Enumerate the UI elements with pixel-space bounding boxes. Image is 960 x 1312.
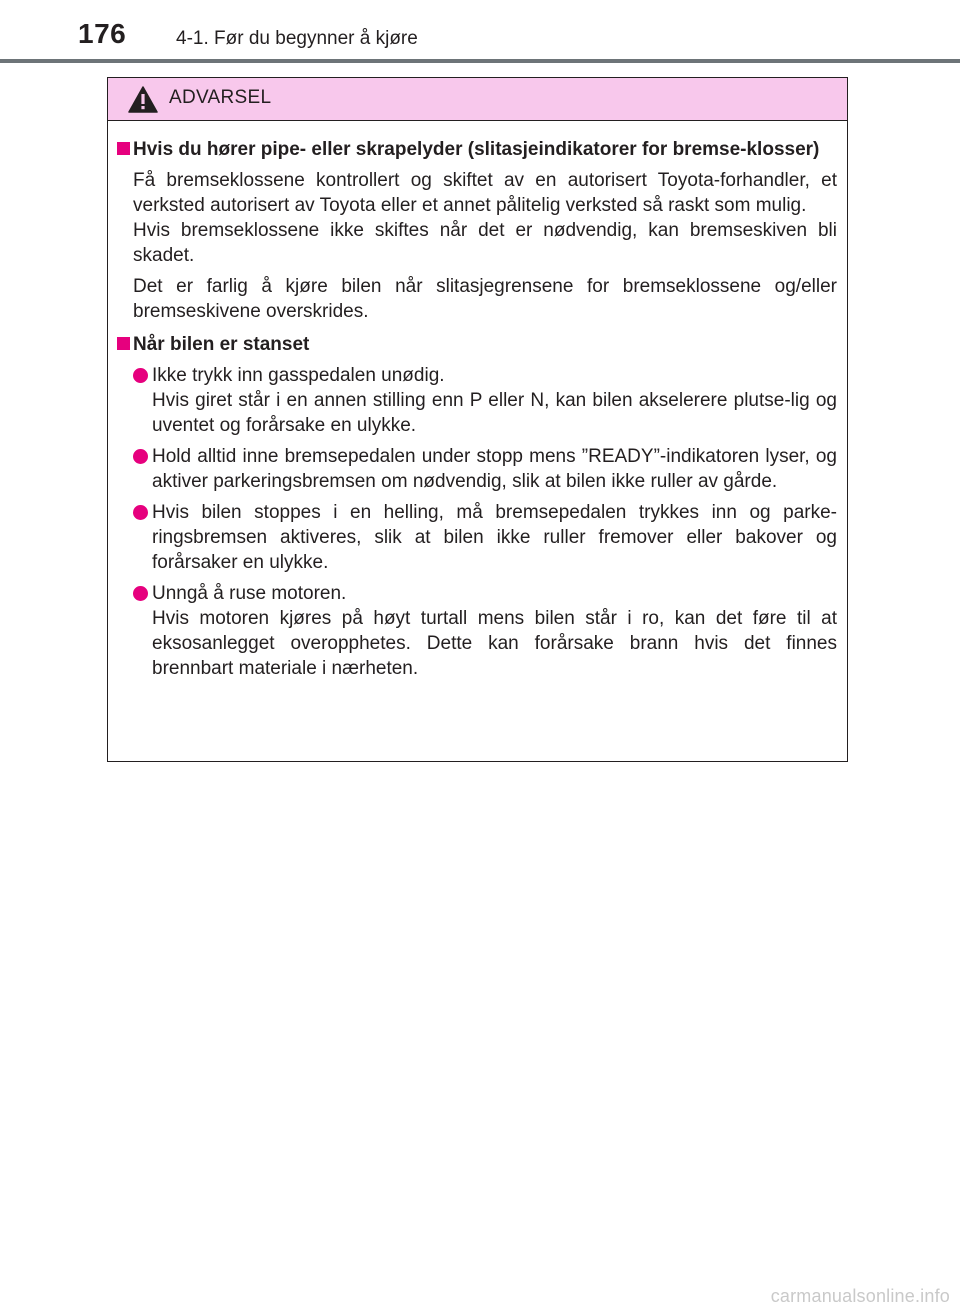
warning-header bbox=[108, 78, 847, 121]
list-item bbox=[133, 363, 837, 438]
round-bullet-icon bbox=[133, 449, 148, 464]
round-bullet-icon bbox=[133, 505, 148, 520]
list-item-text: Hvis motoren kjøres på høyt turtall mens bilen står i ro, kan det føre til at eksosanlegget overopphetes. Dette kan forårsake brann hvis det finnes brennbart materiale i nærheten. bbox=[152, 608, 837, 679]
square-bullet-icon bbox=[117, 337, 130, 350]
list-item-lead: Ikke trykk inn gasspedalen unødig. bbox=[152, 365, 445, 386]
header-divider bbox=[0, 59, 960, 63]
round-bullet-icon bbox=[133, 368, 148, 383]
paragraph: Det er farlig å kjøre bilen når slitasjegrensene for bremseklossene og/eller bremseskivene overskrides. bbox=[133, 276, 837, 322]
section-heading-text: Når bilen er stanset bbox=[133, 334, 310, 355]
paragraph: Få bremseklossene kontrollert og skiftet av en autorisert Toyota-forhandler, et verksted autorisert av Toyota eller et annet pålitelig verksted så raskt som mulig. bbox=[133, 170, 837, 216]
round-bullet-icon bbox=[133, 586, 148, 601]
watermark: carmanualsonline.info bbox=[770, 1286, 950, 1306]
warning-body bbox=[108, 121, 847, 681]
paragraph: Hvis bremseklossene ikke skiftes når det er nødvendig, kan bremseskiven bli skadet. bbox=[133, 220, 837, 266]
list-item bbox=[133, 581, 837, 681]
page-number: 176 bbox=[78, 18, 127, 49]
list-item-text: Hvis giret står i en annen stilling enn P eller N, kan bilen akselerere plutse-lig og uventet og forårsake en ulykke. bbox=[152, 390, 837, 436]
warning-triangle-icon bbox=[128, 86, 158, 113]
list-item bbox=[133, 444, 837, 494]
list-item-lead: Unngå å ruse motoren. bbox=[152, 583, 347, 604]
section-title: 4-1. Før du begynner å kjøre bbox=[176, 28, 418, 49]
list-item-text: Hvis bilen stoppes i en helling, må bremsepedalen trykkes inn og parke-ringsbremsen aktiveres, slik at bilen ikke ruller fremover eller bakover og forårsaker en ulykke. bbox=[152, 502, 837, 573]
section-heading-text: Hvis du hører pipe- eller skrapelyder (slitasjeindikatorer for bremse-klosser) bbox=[133, 139, 820, 160]
section-heading bbox=[117, 332, 837, 357]
page-header bbox=[0, 0, 960, 62]
section-heading bbox=[117, 137, 837, 162]
square-bullet-icon bbox=[117, 142, 130, 155]
list-item-text: Hold alltid inne bremsepedalen under stopp mens ”READY”-indikatoren lyser, og aktiver parkeringsbremsen om nødvendig, slik at bilen ikke ruller av gårde. bbox=[152, 446, 837, 492]
list-item bbox=[133, 500, 837, 575]
warning-label: ADVARSEL bbox=[169, 87, 272, 108]
warning-box bbox=[107, 77, 848, 762]
